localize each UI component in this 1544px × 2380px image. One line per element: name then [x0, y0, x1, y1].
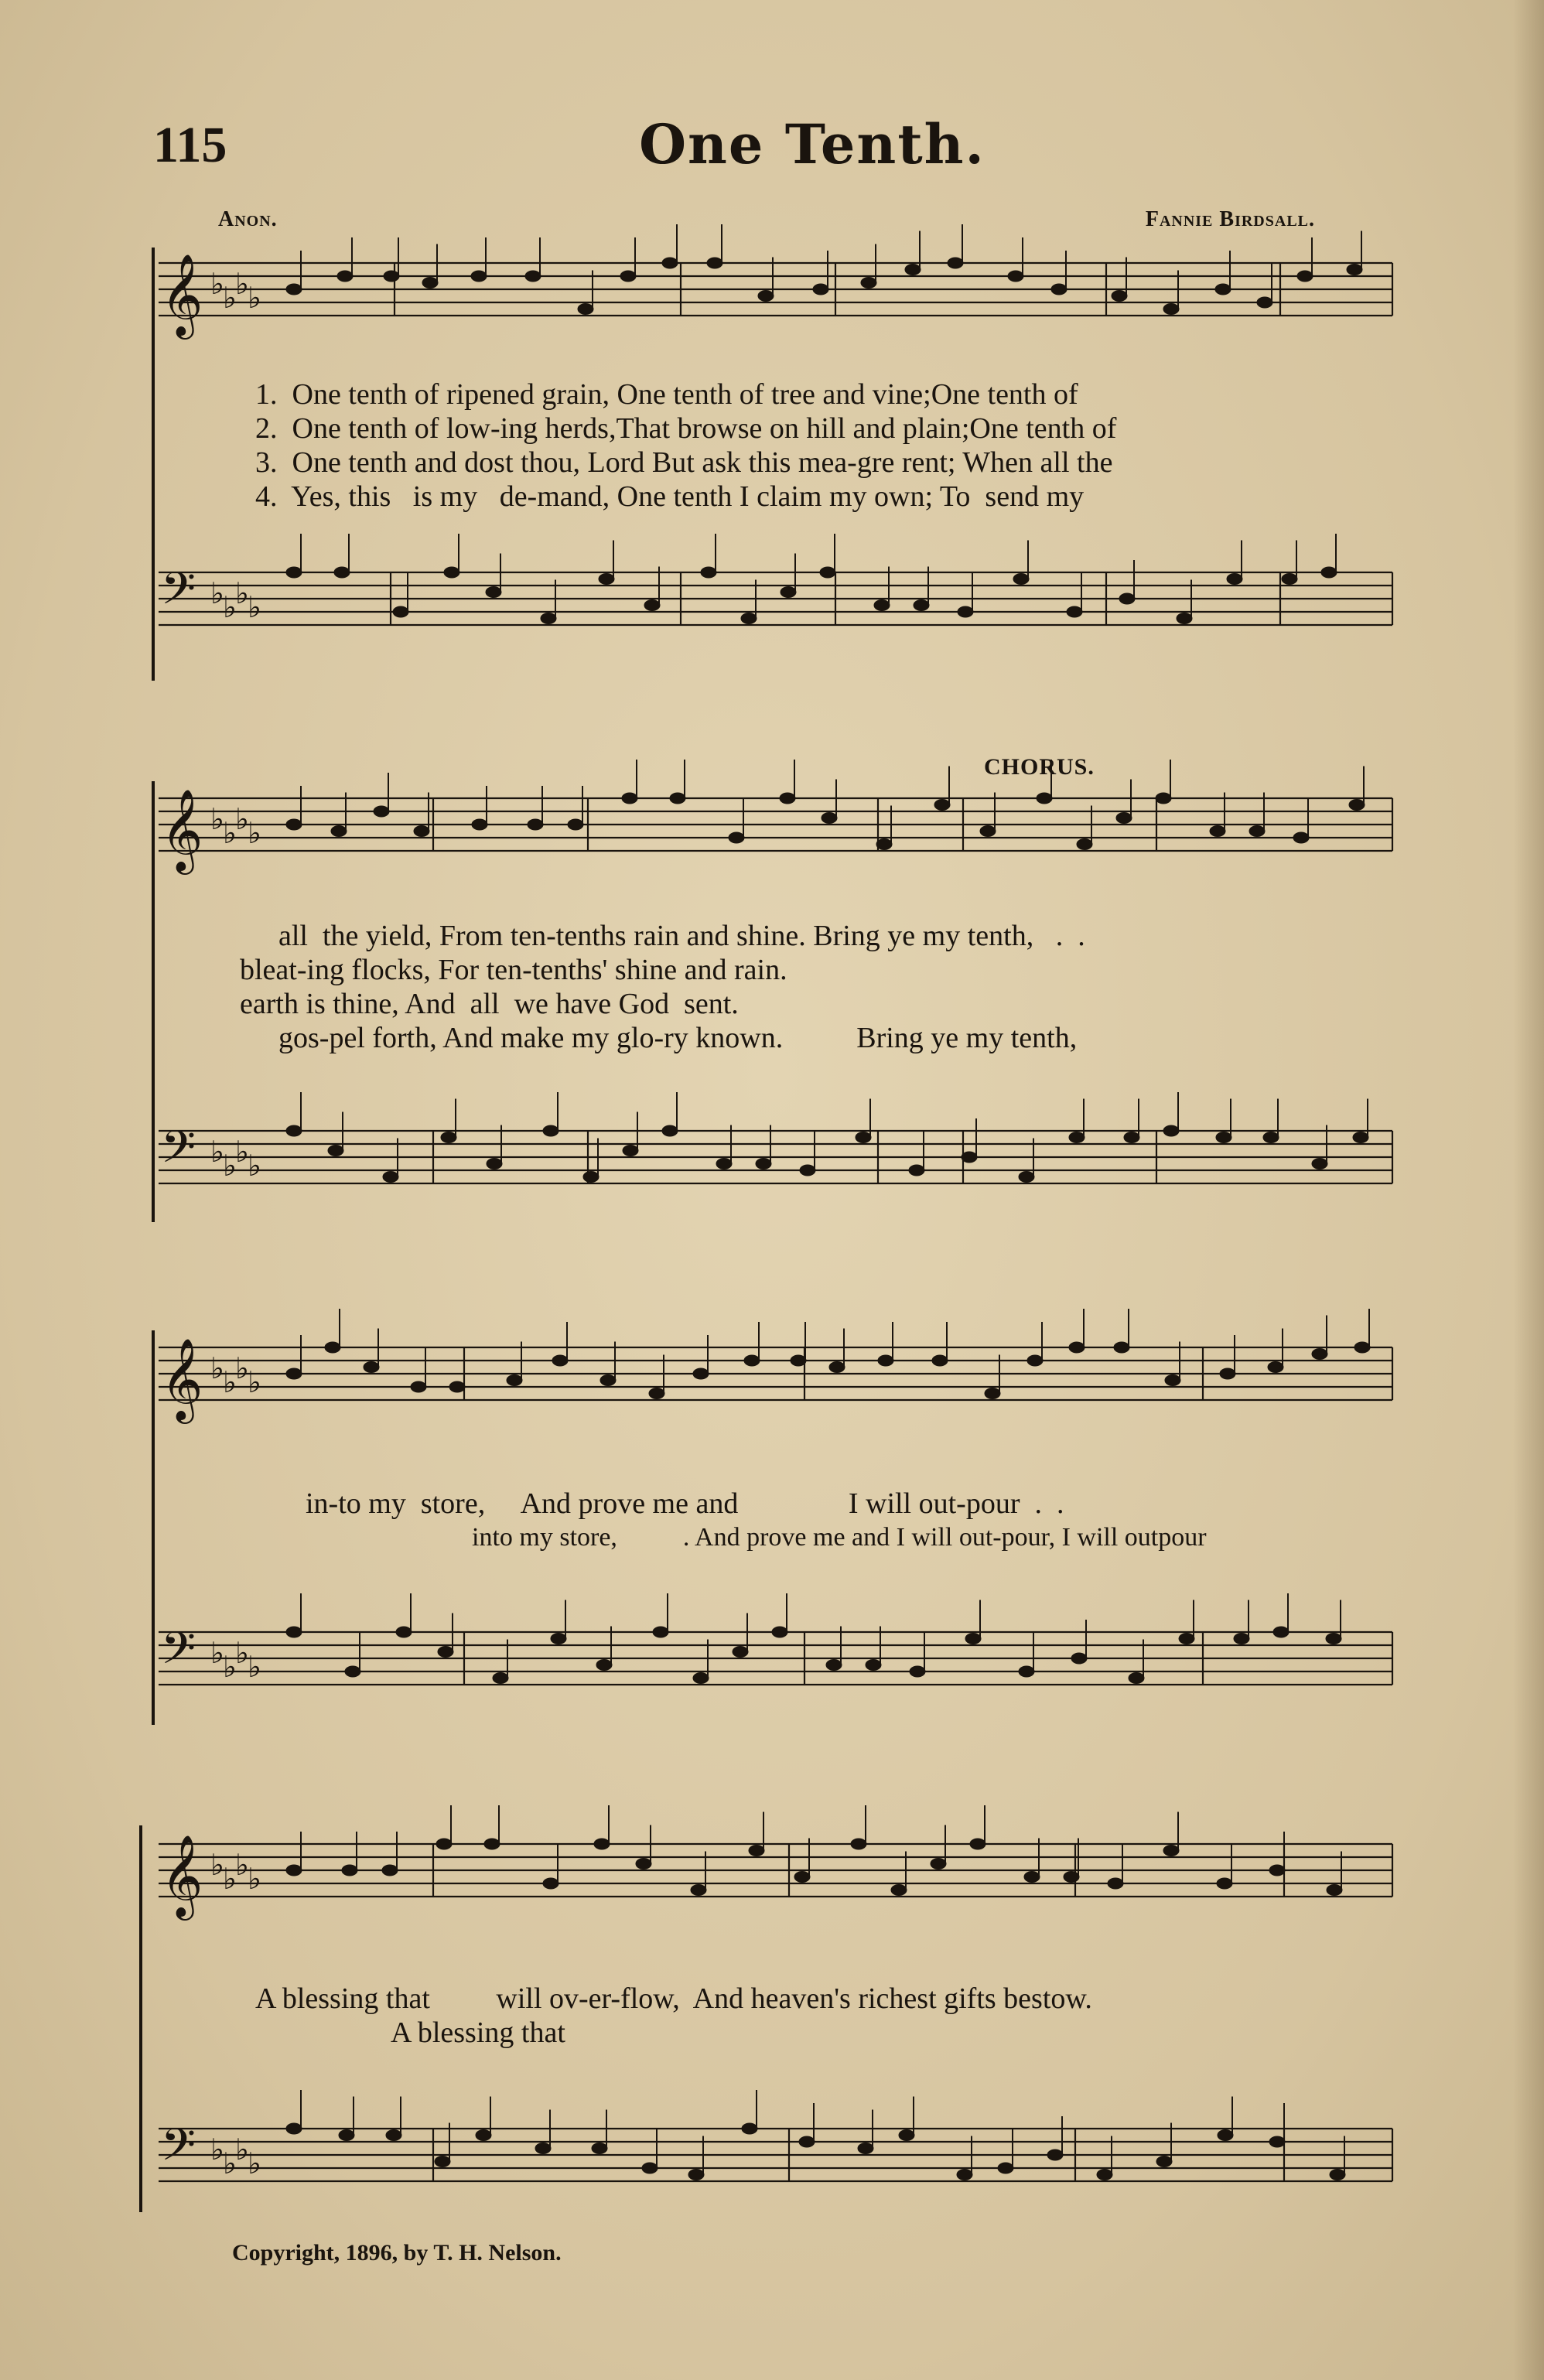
- notehead: [1312, 1349, 1327, 1360]
- flat-icon: ♭: [248, 1650, 261, 1684]
- notehead: [286, 1368, 302, 1379]
- notehead: [422, 278, 438, 289]
- notehead: [962, 1152, 977, 1163]
- notehead: [1218, 2130, 1233, 2141]
- notehead: [1071, 1653, 1087, 1664]
- notehead: [384, 271, 399, 282]
- notehead: [1347, 265, 1362, 275]
- notehead: [286, 1865, 302, 1876]
- verse-2-line: 2. One tenth of low-ing herds,That browse on hill and plain;One tenth of: [255, 412, 1117, 445]
- notehead: [856, 1132, 871, 1143]
- notehead: [691, 1885, 706, 1896]
- notehead: [1129, 1673, 1144, 1684]
- notehead: [1008, 271, 1023, 282]
- flat-icon: ♭: [235, 1135, 249, 1169]
- notehead: [1156, 793, 1171, 804]
- notehead: [1354, 1342, 1370, 1353]
- notehead: [472, 819, 487, 830]
- notehead: [1220, 1368, 1235, 1379]
- notehead: [707, 258, 722, 268]
- notehead: [449, 1381, 465, 1392]
- notehead: [820, 567, 835, 578]
- notehead: [970, 1839, 985, 1849]
- notehead: [636, 1859, 651, 1870]
- bass-clef-icon: 𝄢: [161, 562, 196, 626]
- notehead: [1097, 2170, 1112, 2180]
- notehead: [1027, 1355, 1043, 1366]
- notehead: [541, 613, 556, 624]
- flat-icon: ♭: [223, 1149, 237, 1183]
- notehead: [1019, 1666, 1034, 1677]
- notehead: [525, 271, 541, 282]
- bass-clef-icon: 𝄢: [161, 2119, 196, 2182]
- notehead: [1234, 1634, 1249, 1644]
- notehead: [1013, 574, 1029, 585]
- verse-2-line: bleat-ing flocks, For ten-tenths' shine and rain.: [240, 954, 787, 986]
- notehead: [1037, 793, 1052, 804]
- notehead: [484, 1839, 500, 1849]
- flat-icon: ♭: [210, 576, 224, 610]
- flat-icon: ♭: [223, 281, 237, 315]
- notehead: [813, 284, 828, 295]
- notehead: [411, 1381, 426, 1392]
- notehead: [334, 567, 350, 578]
- notehead: [382, 1865, 398, 1876]
- notehead: [493, 1673, 508, 1684]
- notehead: [1116, 813, 1132, 824]
- chorus-label: CHORUS.: [984, 754, 1095, 780]
- notehead: [1312, 1159, 1327, 1170]
- notehead: [1210, 826, 1225, 837]
- notehead: [286, 1125, 302, 1136]
- notehead: [829, 1362, 845, 1373]
- treble-clef-icon: 𝄞: [161, 788, 203, 871]
- notehead: [998, 2163, 1013, 2173]
- notehead: [749, 1846, 764, 1856]
- notehead: [339, 2130, 354, 2141]
- flat-icon: ♭: [248, 2146, 261, 2180]
- notehead: [909, 1165, 924, 1176]
- notehead: [701, 567, 716, 578]
- notehead: [1353, 1132, 1368, 1143]
- notehead: [756, 1159, 771, 1170]
- flat-icon: ♭: [235, 802, 249, 836]
- chorus-line-3: A blessing that will ov-er-flow, And heaven's richest gifts bestow.: [255, 1982, 1092, 2015]
- notehead: [568, 819, 583, 830]
- notehead: [374, 806, 389, 817]
- notehead: [910, 1666, 925, 1677]
- notehead: [364, 1362, 379, 1373]
- notehead: [286, 284, 302, 295]
- notehead: [866, 1660, 881, 1671]
- notehead: [742, 2123, 757, 2134]
- flat-icon: ♭: [210, 1351, 224, 1385]
- notehead: [934, 800, 950, 811]
- notehead: [772, 1627, 787, 1637]
- notehead: [535, 2143, 551, 2154]
- chorus-line-2: into my store, . And prove me and I will out-pour, I will outpour: [472, 1523, 1207, 1552]
- copyright-notice: Copyright, 1896, by T. H. Nelson.: [232, 2240, 562, 2266]
- notehead: [1217, 1878, 1232, 1889]
- verse-1-line: 1. One tenth of ripened grain, One tenth of tree and vine;One tenth of: [255, 378, 1078, 411]
- flat-icon: ♭: [210, 267, 224, 301]
- flat-icon: ♭: [235, 2132, 249, 2167]
- notehead: [744, 1355, 760, 1366]
- flat-icon: ♭: [223, 1650, 237, 1684]
- notehead: [932, 1355, 948, 1366]
- notehead: [980, 826, 996, 837]
- notehead: [1108, 1878, 1123, 1889]
- notehead: [899, 2130, 914, 2141]
- notehead: [1177, 613, 1192, 624]
- notehead: [1215, 284, 1231, 295]
- notehead: [1069, 1342, 1085, 1353]
- notehead: [599, 574, 614, 585]
- notehead: [800, 1165, 815, 1176]
- flat-icon: ♭: [223, 590, 237, 624]
- notehead: [741, 613, 757, 624]
- flat-icon: ♭: [223, 2146, 237, 2180]
- notehead: [1327, 1885, 1342, 1896]
- notehead: [1067, 606, 1082, 617]
- notehead: [1321, 567, 1337, 578]
- notehead: [1114, 1342, 1129, 1353]
- flat-icon: ♭: [235, 1848, 249, 1882]
- notehead: [444, 567, 459, 578]
- notehead: [781, 587, 796, 598]
- notehead: [325, 1342, 340, 1353]
- notehead: [957, 2170, 972, 2180]
- hymn-title: One Tenth.: [639, 112, 985, 176]
- notehead: [1330, 2170, 1345, 2180]
- verse-3-line: 3. One tenth and dost thou, Lord But ask this mea-gre rent; When all the: [255, 446, 1113, 479]
- notehead: [826, 1660, 842, 1671]
- notehead: [649, 1388, 664, 1399]
- notehead: [794, 1872, 810, 1883]
- flat-icon: ♭: [248, 1862, 261, 1896]
- bass-clef-icon: 𝄢: [161, 1121, 196, 1184]
- notehead: [486, 587, 501, 598]
- notehead: [1112, 291, 1127, 302]
- notehead: [592, 2143, 607, 2154]
- author-credit: Fannie Birdsall.: [1145, 207, 1315, 231]
- notehead: [758, 291, 774, 302]
- notehead: [965, 1634, 981, 1644]
- notehead: [393, 606, 408, 617]
- notehead: [1179, 1634, 1194, 1644]
- flat-icon: ♭: [210, 1848, 224, 1882]
- flat-icon: ♭: [210, 802, 224, 836]
- notehead: [1163, 304, 1179, 315]
- treble-clef-icon: 𝄞: [161, 1834, 203, 1917]
- flat-icon: ♭: [248, 1149, 261, 1183]
- notehead: [653, 1627, 668, 1637]
- notehead: [874, 600, 890, 611]
- notehead: [414, 826, 429, 837]
- notehead: [688, 2170, 704, 2180]
- flat-icon: ♭: [223, 1365, 237, 1399]
- notehead: [471, 271, 487, 282]
- notehead: [642, 2163, 658, 2173]
- verse-3-line: earth is thine, And all we have God sent.: [240, 988, 739, 1020]
- notehead: [905, 265, 921, 275]
- notehead: [600, 1375, 616, 1386]
- flat-icon: ♭: [223, 1862, 237, 1896]
- notehead: [286, 1627, 302, 1637]
- notehead: [543, 1878, 559, 1889]
- notehead: [1293, 832, 1309, 843]
- notehead: [623, 1146, 638, 1156]
- notehead: [487, 1159, 502, 1170]
- notehead: [594, 1839, 610, 1849]
- notehead: [861, 278, 876, 289]
- notehead: [1051, 284, 1067, 295]
- notehead: [1165, 1375, 1180, 1386]
- page-number: 115: [153, 117, 227, 173]
- notehead: [1024, 1872, 1040, 1883]
- notehead: [729, 832, 744, 843]
- notehead: [1019, 1172, 1034, 1183]
- notehead: [552, 1355, 568, 1366]
- notehead: [1263, 1132, 1279, 1143]
- notehead: [662, 258, 678, 268]
- notehead: [1163, 1125, 1179, 1136]
- notehead: [1297, 271, 1313, 282]
- flat-icon: ♭: [210, 1636, 224, 1670]
- notehead: [670, 793, 685, 804]
- notehead: [1077, 839, 1092, 850]
- notehead: [780, 793, 795, 804]
- notehead: [328, 1146, 343, 1156]
- notehead: [1257, 297, 1272, 308]
- notehead: [286, 819, 302, 830]
- notehead: [1069, 1132, 1085, 1143]
- notehead: [596, 1660, 612, 1671]
- notehead: [342, 1865, 357, 1876]
- flat-icon: ♭: [248, 1365, 261, 1399]
- notehead: [822, 813, 837, 824]
- notehead: [622, 793, 637, 804]
- chorus-line-1: in-to my store, And prove me and I will out-pour . .: [306, 1487, 1064, 1520]
- notehead: [791, 1355, 806, 1366]
- flat-icon: ♭: [235, 1636, 249, 1670]
- flat-icon: ♭: [210, 2132, 224, 2167]
- flat-icon: ♭: [223, 816, 237, 850]
- notehead: [1269, 1865, 1285, 1876]
- notehead: [507, 1375, 522, 1386]
- notehead: [1349, 800, 1365, 811]
- notehead: [578, 304, 593, 315]
- notehead: [858, 2143, 873, 2154]
- flat-icon: ♭: [235, 1351, 249, 1385]
- notehead: [383, 1172, 398, 1183]
- notehead: [958, 606, 973, 617]
- verse-4-line: gos-pel forth, And make my glo-ry known. Bring ye my tenth,: [278, 1022, 1078, 1054]
- bass-clef-icon: 𝄢: [161, 1622, 196, 1685]
- notehead: [337, 271, 353, 282]
- notehead: [693, 1368, 709, 1379]
- notehead: [1249, 826, 1265, 837]
- verse-1-line: all the yield, From ten-tenths rain and shine. Bring ye my tenth, . .: [278, 920, 1085, 952]
- notehead: [1282, 574, 1297, 585]
- flat-icon: ♭: [248, 281, 261, 315]
- notehead: [716, 1159, 732, 1170]
- flat-icon: ♭: [235, 576, 249, 610]
- notehead: [1163, 1846, 1179, 1856]
- notehead: [476, 2130, 491, 2141]
- notehead: [441, 1132, 456, 1143]
- notehead: [851, 1839, 866, 1849]
- notehead: [331, 826, 347, 837]
- notehead: [286, 2123, 302, 2134]
- treble-clef-icon: 𝄞: [161, 1337, 203, 1420]
- notehead: [1326, 1634, 1341, 1644]
- flat-icon: ♭: [248, 590, 261, 624]
- notehead: [1156, 2156, 1172, 2167]
- chorus-line-4: A blessing that: [391, 2016, 565, 2049]
- notehead: [620, 271, 636, 282]
- treble-clef-icon: 𝄞: [161, 253, 203, 336]
- notehead: [436, 1839, 452, 1849]
- notehead: [583, 1172, 599, 1183]
- notehead: [528, 819, 543, 830]
- notehead: [345, 1666, 360, 1677]
- notehead: [1273, 1627, 1289, 1637]
- notehead: [1269, 2136, 1285, 2147]
- notehead: [1227, 574, 1242, 585]
- notehead: [543, 1125, 559, 1136]
- notehead: [438, 1647, 453, 1658]
- notehead: [1268, 1362, 1283, 1373]
- notehead: [985, 1388, 1000, 1399]
- notehead: [799, 2136, 815, 2147]
- notehead: [435, 2156, 450, 2167]
- flat-icon: ♭: [248, 816, 261, 850]
- notehead: [1216, 1132, 1231, 1143]
- notehead: [693, 1673, 709, 1684]
- notehead: [948, 258, 963, 268]
- notehead: [878, 1355, 893, 1366]
- notehead: [1119, 593, 1135, 604]
- notehead: [876, 839, 892, 850]
- notehead: [286, 567, 302, 578]
- notehead: [1124, 1132, 1139, 1143]
- notehead: [1064, 1872, 1079, 1883]
- notehead: [1047, 2150, 1063, 2160]
- verse-4-line: 4. Yes, this is my de-mand, One tenth I claim my own; To send my: [255, 480, 1085, 513]
- notehead: [396, 1627, 412, 1637]
- notehead: [551, 1634, 566, 1644]
- composer-credit: Anon.: [218, 207, 278, 231]
- flat-icon: ♭: [210, 1135, 224, 1169]
- notehead: [914, 600, 929, 611]
- notehead: [386, 2130, 401, 2141]
- notehead: [891, 1885, 907, 1896]
- flat-icon: ♭: [235, 267, 249, 301]
- notehead: [662, 1125, 678, 1136]
- notehead: [644, 600, 660, 611]
- notehead: [931, 1859, 946, 1870]
- notehead: [733, 1647, 748, 1658]
